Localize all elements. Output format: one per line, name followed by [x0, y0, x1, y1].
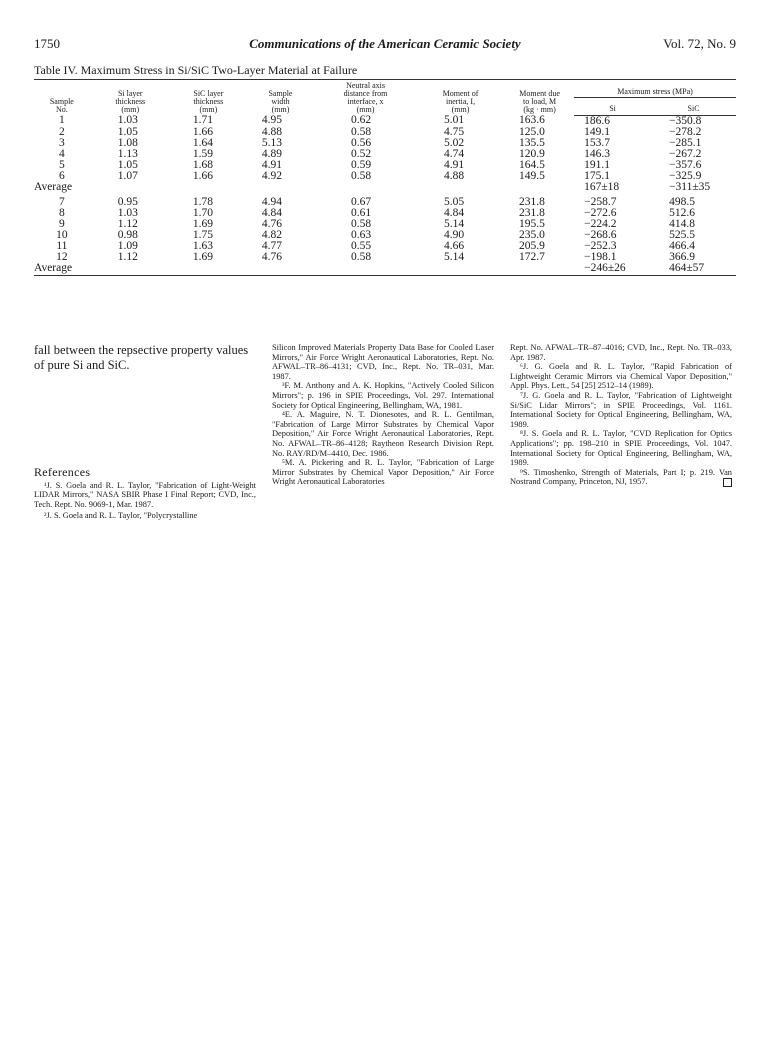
average-value: 464±57 — [651, 263, 736, 276]
header-moment-load — [505, 80, 574, 116]
table-row — [34, 149, 736, 160]
table-cell: 231.8 — [519, 195, 545, 208]
table-cell: 4.95 — [261, 114, 283, 127]
reference-entry: ⁵M. A. Pickering and R. L. Taylor, "Fabrication of Large Mirror Substrates by Chemical Vapor Deposition," Air Force Wright Aeronautical Laboratories — [272, 458, 494, 487]
table-cell: 0.98 — [117, 228, 138, 241]
table-cell: 0.52 — [351, 147, 372, 160]
references-heading: References — [34, 465, 91, 479]
table-cell: 5.01 — [444, 114, 465, 127]
header-inertia — [416, 80, 505, 116]
table-cell: 3 — [58, 136, 65, 149]
table-cell: 512.6 — [669, 206, 695, 219]
header-line: width — [271, 97, 290, 106]
header-line: thickness — [193, 97, 224, 106]
header-line: (mm) — [451, 105, 470, 114]
table-row — [34, 241, 736, 252]
table-body — [34, 115, 736, 275]
header-line: (mm) — [199, 105, 218, 114]
table-row — [34, 252, 736, 263]
page-number: 1750 — [34, 36, 60, 51]
text-column-2 — [272, 343, 494, 487]
table-cell: −272.6 — [584, 206, 617, 219]
table-cell: 4.94 — [261, 195, 283, 208]
table-cell: 163.6 — [519, 114, 545, 127]
table-cell: 4.91 — [444, 158, 465, 171]
table-cell: 205.9 — [519, 239, 545, 252]
table-row — [34, 230, 736, 241]
stress-table — [34, 79, 736, 276]
table-cell: 1.07 — [117, 169, 138, 182]
table-cell: 1.12 — [117, 250, 138, 263]
table-cell: 498.5 — [669, 195, 695, 208]
table-cell: −350.8 — [669, 114, 702, 127]
table-cell: 0.63 — [351, 228, 372, 241]
table-cell: 4.90 — [444, 228, 465, 241]
reference-entry: ⁹S. Timoshenko, Strength of Materials, Part I; p. 219. Van Nostrand Company, Princeton, NJ, 1957. — [510, 467, 732, 487]
table-cell: 4.92 — [261, 169, 283, 182]
table-cell: 1.71 — [192, 114, 213, 127]
table-cell: 1.69 — [192, 217, 213, 230]
average-row — [34, 263, 736, 276]
table-cell: 0.62 — [351, 114, 372, 127]
table-cell: 0.58 — [351, 217, 372, 230]
average-value: −246±26 — [574, 263, 651, 276]
table-cell: −252.3 — [584, 239, 617, 252]
table-cell: −267.2 — [669, 147, 702, 160]
header-si: Si — [574, 97, 651, 115]
table-cell: −224.2 — [584, 217, 617, 230]
table-cell: 1.69 — [192, 250, 213, 263]
header-line: inertia, I, — [445, 97, 476, 106]
header-max-stress: Maximum stress (MPa) — [574, 80, 736, 98]
table-cell: 4.82 — [261, 228, 283, 241]
table-row — [34, 197, 736, 208]
header-line: (mm) — [271, 105, 290, 114]
table-cell: 4.88 — [261, 125, 283, 138]
table-cell: 10 — [56, 228, 68, 241]
table-cell: 366.9 — [669, 250, 695, 263]
table-cell: 1.78 — [192, 195, 213, 208]
reference-entry: ⁷J. G. Goela and R. L. Taylor, "Fabrication of Lightweight Si/SiC Lidar Mirrors"; in SPIE Proceedings, Vol. 1161. International Society for Optical Engineering, Bellingham, WA, 1989. — [510, 390, 732, 429]
table-cell: 5.13 — [261, 136, 283, 149]
header-line: (mm) — [121, 105, 140, 114]
table-cell: 0.58 — [351, 125, 372, 138]
header-line: Moment due — [519, 89, 560, 98]
table-cell: −278.2 — [669, 125, 702, 138]
header-line: (mm) — [356, 105, 375, 114]
header-si-thickness — [90, 80, 171, 116]
header-line: Neutral axis — [346, 81, 385, 90]
table-cell: 149.5 — [519, 169, 545, 182]
table-cell: 1.64 — [192, 136, 213, 149]
table-cell: 0.59 — [351, 158, 372, 171]
table-cell: 4.66 — [444, 239, 465, 252]
table-cell: 4.91 — [261, 158, 283, 171]
table-cell: 525.5 — [669, 228, 695, 241]
table-cell: 4.74 — [444, 147, 465, 160]
table-cell: 175.1 — [584, 169, 610, 182]
table-cell: 0.58 — [351, 250, 372, 263]
table-cell: −258.7 — [584, 195, 617, 208]
header-line: No. — [55, 105, 68, 114]
table-cell: 191.1 — [584, 158, 610, 171]
table-cell: −198.1 — [584, 250, 617, 263]
reference-entry: ²J. S. Goela and R. L. Taylor, "Polycrystalline — [44, 511, 198, 521]
average-label: Average — [34, 263, 574, 276]
table-cell: 2 — [58, 125, 65, 138]
table-caption: Table IV. Maximum Stress in Si/SiC Two-Layer Material at Failure — [34, 63, 358, 77]
average-row — [34, 182, 736, 193]
average-value: −311±35 — [669, 180, 711, 193]
header-line: to load, M — [523, 97, 557, 106]
header-line: Moment of — [442, 89, 479, 98]
table-cell: 0.58 — [351, 169, 372, 182]
table-cell: 0.55 — [351, 239, 372, 252]
header-width — [246, 80, 315, 116]
average-value: 167±18 — [584, 180, 620, 193]
table-cell: 1.05 — [117, 125, 138, 138]
page-header — [34, 36, 736, 52]
table-cell: 4.77 — [261, 239, 283, 252]
average-label: Average — [34, 180, 73, 193]
body-paragraph: fall between the repsective property values of pure Si and SiC. — [34, 343, 249, 372]
table-row — [34, 160, 736, 171]
table-cell: 195.5 — [519, 217, 545, 230]
table-row — [34, 219, 736, 230]
table-cell: 135.5 — [519, 136, 545, 149]
table-cell: 0.95 — [117, 195, 138, 208]
header-sic-thickness — [171, 80, 246, 116]
table-cell: 4.76 — [261, 250, 283, 263]
table-row — [34, 115, 736, 127]
table-cell: 5.14 — [444, 250, 465, 263]
reference-entry: ¹J. S. Goela and R. L. Taylor, "Fabrication of Light-Weight LIDAR Mirrors," NASA SBIR Phase I Final Report; CVD, Inc., Tech. Rept. No. 9069-1, Mar. 1987. — [34, 480, 256, 509]
reference-continuation: Rept. No. AFWAL–TR–87–4016; CVD, Inc., Rept. No. TR–033, Apr. 1987. — [510, 343, 732, 362]
table-cell: 5.02 — [444, 136, 465, 149]
header-line: SiC layer — [193, 89, 224, 98]
table-cell: 1.12 — [117, 217, 138, 230]
header-sic: SiC — [651, 97, 736, 115]
table-cell: 414.8 — [669, 217, 695, 230]
table-cell: 4.84 — [261, 206, 283, 219]
table-cell: 125.0 — [519, 125, 545, 138]
table-row — [34, 138, 736, 149]
table-cell: 1.63 — [192, 239, 213, 252]
table-row — [34, 171, 736, 182]
table-cell: 466.4 — [669, 239, 695, 252]
table-cell: 1.03 — [117, 114, 138, 127]
table-cell: −285.1 — [669, 136, 702, 149]
table-cell: 120.9 — [519, 147, 545, 160]
reference-entry: ³F. M. Anthony and A. K. Hopkins, "Actively Cooled Silicon Mirrors"; p. 196 in SPIE Proceedings, Vol. 297. International Society for Optical Engineering, Bellingham, WA, 1981. — [272, 381, 494, 410]
header-neutral-axis — [315, 80, 416, 116]
header-line: distance from — [343, 89, 388, 98]
table-cell: 146.3 — [584, 147, 610, 160]
table-cell: 235.0 — [519, 228, 545, 241]
table-cell: 5 — [58, 158, 65, 171]
table-cell: 0.61 — [351, 206, 372, 219]
table-cell: 149.1 — [584, 125, 610, 138]
table-cell: 4.75 — [444, 125, 465, 138]
header-line: interface, x — [347, 97, 384, 106]
reference-entry: ⁶J. G. Goela and R. L. Taylor, "Rapid Fabrication of Lightweight Ceramic Mirrors via Chemical Vapor Deposition," Appl. Phys. Lett., 54 [25] 2512–14 (1989). — [510, 362, 732, 391]
reference-entry: ⁴E. A. Maguire, N. T. Dionesotes, and R. L. Gentilman, "Fabrication of Large Mirror Substrates by Chemical Vapor Deposition," Air Force Wright Aeronautical Laboratories, Rept. No. AFWAL–TR–86–4128; Raytheon Research Division Rept. No. RAY/RD/M–4410, Dec. 1986. — [272, 410, 494, 458]
header-line: thickness — [115, 97, 146, 106]
table-cell: 186.6 — [584, 114, 610, 127]
table-cell: 153.7 — [584, 136, 610, 149]
table-cell: 1.66 — [192, 169, 213, 182]
table-row — [34, 208, 736, 219]
table-cell: 6 — [58, 169, 65, 182]
table-cell: 4.76 — [261, 217, 283, 230]
table-cell: 1.03 — [117, 206, 138, 219]
journal-title: Communications of the American Ceramic Society — [249, 36, 521, 51]
table-cell: 172.7 — [519, 250, 545, 263]
table-cell: 1.59 — [192, 147, 213, 160]
table-cell: 4.89 — [261, 147, 283, 160]
table-cell: 1 — [58, 114, 65, 127]
table-cell: 1.70 — [192, 206, 213, 219]
table-row — [34, 127, 736, 138]
text-column-3 — [510, 343, 732, 487]
header-sample — [34, 80, 90, 116]
header-line: Sample — [49, 97, 74, 106]
text-column-1 — [34, 343, 256, 521]
table-cell: 1.08 — [117, 136, 138, 149]
table-cell: 0.56 — [351, 136, 372, 149]
table-cell: 1.68 — [192, 158, 213, 171]
table-cell: 0.67 — [351, 195, 372, 208]
table-cell: 4 — [58, 147, 65, 160]
end-of-article-icon — [723, 478, 732, 487]
table-cell: 5.14 — [444, 217, 465, 230]
table-cell: −325.9 — [669, 169, 702, 182]
header-line: (kg · mm) — [523, 105, 556, 114]
table-cell: 9 — [58, 217, 65, 230]
reference-entry: ⁸J. S. Goela and R. L. Taylor, "CVD Replication for Optics Applications"; pp. 198–210 in SPIE Proceedings, Vol. 1047. International Society for Optical Engineering, Bellingham, WA, 1989. — [510, 429, 732, 468]
table-cell: 4.84 — [444, 206, 465, 219]
table-cell: 1.66 — [192, 125, 213, 138]
table-cell: −357.6 — [669, 158, 702, 171]
table-cell: 164.5 — [519, 158, 545, 171]
table-cell: 1.75 — [192, 228, 213, 241]
table-cell: 1.09 — [117, 239, 138, 252]
table-cell: 1.13 — [117, 147, 138, 160]
table-cell: 5.05 — [444, 195, 465, 208]
volume-issue: Vol. 72, No. 9 — [663, 36, 736, 51]
table-cell: 8 — [58, 206, 65, 219]
reference-continuation: Silicon Improved Materials Property Data Base for Cooled Laser Mirrors," Air Force Wright Aeronautical Laboratories, Rept. No. AFWAL–TR–86–4131; CVD, Inc., Rept. No. TR–031, Mar. 1987. — [272, 343, 494, 381]
table-cell: −268.6 — [584, 228, 617, 241]
table-cell: 7 — [58, 195, 65, 208]
table-cell: 1.05 — [117, 158, 138, 171]
header-line: Si layer — [117, 89, 143, 98]
table-cell: 231.8 — [519, 206, 545, 219]
table-cell: 11 — [56, 239, 68, 252]
header-line: Sample — [268, 89, 293, 98]
table-cell: 12 — [56, 250, 68, 263]
table-cell: 4.88 — [444, 169, 465, 182]
